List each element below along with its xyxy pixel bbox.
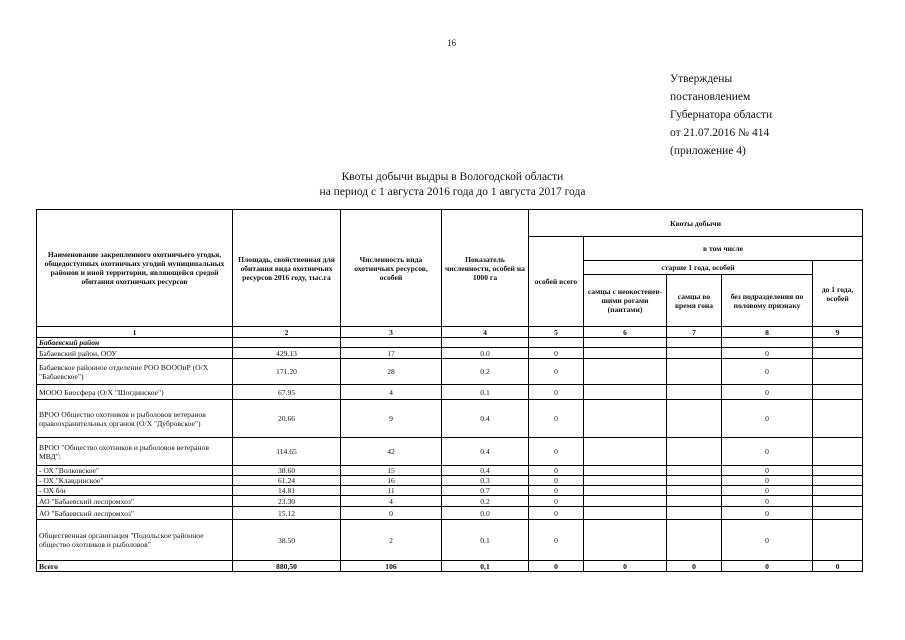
cell-young	[813, 466, 863, 476]
cell-males-horns	[584, 385, 667, 400]
cell-males-horns	[584, 507, 667, 520]
cell-young	[813, 438, 863, 466]
document-title: Квоты добычи выдры в Вологодской области	[341, 171, 564, 183]
total-density: 0,1	[442, 561, 529, 572]
header-including: в том числе	[584, 237, 863, 261]
cell-area: 171.20	[233, 359, 341, 385]
cell-young	[813, 486, 863, 496]
cell-name: - ОХ "Клавдинское"	[37, 476, 233, 486]
column-number: 1	[37, 327, 233, 338]
total-no-sex: 0	[722, 561, 813, 572]
cell-total: 0	[529, 359, 584, 385]
column-number: 9	[813, 327, 863, 338]
cell-total: 0	[529, 438, 584, 466]
page-number: 16	[447, 38, 456, 48]
column-number: 2	[233, 327, 341, 338]
cell-name: ВРОО Общество охотников и рыболовов ветеранов правоохранительных органов (О/Х "Дубровское")	[37, 400, 233, 438]
column-number: 3	[341, 327, 442, 338]
cell-young	[813, 359, 863, 385]
cell-males-rut	[667, 496, 722, 507]
cell-total: 0	[529, 348, 584, 359]
cell-males-rut	[667, 466, 722, 476]
header-quotas: Квоты добычи	[529, 210, 863, 237]
header-area: Площадь, свойственная для обитания вида охотничьих ресурсов 2016 году, тыс.га	[233, 210, 341, 327]
cell-no-sex: 0	[722, 476, 813, 486]
cell-no-sex: 0	[722, 359, 813, 385]
cell-area: 114.65	[233, 438, 341, 466]
column-number: 7	[667, 327, 722, 338]
header-total: особей всего	[529, 237, 584, 327]
cell-total: 0	[529, 520, 584, 561]
total-males-rut: 0	[667, 561, 722, 572]
cell-area: 38.60	[233, 466, 341, 476]
cell-area: 23.30	[233, 496, 341, 507]
cell-total: 0	[529, 476, 584, 486]
table-row	[37, 520, 863, 561]
cell-total: 0	[529, 486, 584, 496]
cell-name: - ОХ б/н	[37, 486, 233, 496]
table-row	[37, 438, 863, 466]
cell-young	[813, 496, 863, 507]
cell-total: 0	[529, 400, 584, 438]
cell-count: 4	[341, 496, 442, 507]
cell-males-rut	[667, 359, 722, 385]
cell-count: 11	[341, 486, 442, 496]
cell-density: 0.1	[442, 385, 529, 400]
cell-count: 17	[341, 348, 442, 359]
cell-area: 15.12	[233, 507, 341, 520]
table-row	[37, 507, 863, 520]
header-count: Численность вида охотничьих ресурсов, особей	[341, 210, 442, 327]
cell-density: 0.2	[442, 496, 529, 507]
header-name: Наименование закрепленного охотничьего угодья, общедоступных охотничьих угодий муниципальных районов и иной территории, являющейся средой обитания охотничьих ресурсов	[37, 210, 233, 327]
cell-males-rut	[667, 476, 722, 486]
cell-count: 0	[341, 507, 442, 520]
approval-line: (приложение 4)	[670, 145, 746, 157]
cell-density: 0.4	[442, 466, 529, 476]
cell-no-sex: 0	[722, 466, 813, 476]
column-number: 8	[722, 327, 813, 338]
cell-count: 42	[341, 438, 442, 466]
approval-line: Губернатора области	[670, 109, 773, 121]
header-males-horns: самцы с неокостенев-шими рогами (пантами)	[584, 275, 667, 327]
table-row	[37, 385, 863, 400]
table-row	[37, 476, 863, 486]
total-row	[37, 561, 863, 572]
cell-density: 0.1	[442, 520, 529, 561]
cell-count: 16	[341, 476, 442, 486]
approval-line: от 21.07.2016 № 414	[670, 127, 770, 139]
cell-density: 0.2	[442, 359, 529, 385]
cell-no-sex: 0	[722, 438, 813, 466]
cell-no-sex: 0	[722, 520, 813, 561]
cell-density: 0.7	[442, 486, 529, 496]
cell-name: Бабаевский район, ООУ	[37, 348, 233, 359]
header-older: старше 1 года, особей	[584, 261, 813, 275]
cell-name: Общественная организация "Подольское районное общество охотников и рыболовов"	[37, 520, 233, 561]
cell-males-horns	[584, 476, 667, 486]
quota-table	[36, 209, 863, 572]
table-row	[37, 359, 863, 385]
cell-no-sex: 0	[722, 385, 813, 400]
cell-no-sex: 0	[722, 486, 813, 496]
cell-males-rut	[667, 520, 722, 561]
approval-block	[670, 70, 772, 160]
cell-area: 20.66	[233, 400, 341, 438]
cell-name: МООО Биосфера (О/Х "Шогдинское")	[37, 385, 233, 400]
total-males-horns: 0	[584, 561, 667, 572]
cell-young	[813, 520, 863, 561]
table-row	[37, 496, 863, 507]
table-row	[37, 466, 863, 476]
table-row	[37, 400, 863, 438]
cell-no-sex: 0	[722, 348, 813, 359]
cell-density: 0.4	[442, 400, 529, 438]
cell-males-horns	[584, 486, 667, 496]
cell-density: 0.3	[442, 476, 529, 486]
cell-count: 28	[341, 359, 442, 385]
cell-males-rut	[667, 348, 722, 359]
header-density: Показатель численности, особей на 1000 га	[442, 210, 529, 327]
cell-name: АО "Бабаевский леспромхоз"	[37, 496, 233, 507]
cell-count: 15	[341, 466, 442, 476]
cell-area: 38.50	[233, 520, 341, 561]
cell-area: 14.81	[233, 486, 341, 496]
cell-name: Бабаевское районное отделение РОО ВОООиР (О/Х "Бабаевское")	[37, 359, 233, 385]
cell-total: 0	[529, 466, 584, 476]
header-young: до 1 года, особей	[813, 261, 863, 327]
cell-count: 4	[341, 385, 442, 400]
cell-young	[813, 385, 863, 400]
cell-males-rut	[667, 400, 722, 438]
cell-count: 9	[341, 400, 442, 438]
cell-young	[813, 400, 863, 438]
column-number: 5	[529, 327, 584, 338]
cell-young	[813, 348, 863, 359]
cell-count: 2	[341, 520, 442, 561]
cell-density: 0.4	[442, 438, 529, 466]
total-count: 106	[341, 561, 442, 572]
section-label: Бабаевский район	[37, 338, 233, 348]
cell-area: 61.24	[233, 476, 341, 486]
cell-males-rut	[667, 438, 722, 466]
section-row	[37, 338, 863, 348]
total-area: 880,50	[233, 561, 341, 572]
header-no-sex: без подразделения по половому признаку	[722, 275, 813, 327]
cell-males-rut	[667, 507, 722, 520]
cell-area: 67.95	[233, 385, 341, 400]
cell-area: 429.13	[233, 348, 341, 359]
cell-males-horns	[584, 359, 667, 385]
cell-density: 0.0	[442, 507, 529, 520]
cell-no-sex: 0	[722, 496, 813, 507]
cell-total: 0	[529, 496, 584, 507]
total-young: 0	[813, 561, 863, 572]
cell-density: 0.0	[442, 348, 529, 359]
table-row	[37, 486, 863, 496]
document-subtitle: на период с 1 августа 2016 года до 1 августа 2017 года	[319, 186, 586, 198]
cell-males-horns	[584, 520, 667, 561]
header-males-rut: самцы во время гона	[667, 275, 722, 327]
cell-males-horns	[584, 466, 667, 476]
cell-males-rut	[667, 385, 722, 400]
cell-males-horns	[584, 496, 667, 507]
cell-males-horns	[584, 400, 667, 438]
cell-name: ВРОО "Общество охотников и рыболовов ветеранов МВД":	[37, 438, 233, 466]
cell-name: АО "Бабаевский леспромхоз"	[37, 507, 233, 520]
cell-no-sex: 0	[722, 507, 813, 520]
column-number: 6	[584, 327, 667, 338]
total-label: Всего	[37, 561, 233, 572]
cell-young	[813, 476, 863, 486]
approval-line: постановлением	[670, 91, 751, 103]
cell-total: 0	[529, 385, 584, 400]
cell-males-horns	[584, 348, 667, 359]
cell-males-horns	[584, 438, 667, 466]
cell-name: - ОХ "Волковское"	[37, 466, 233, 476]
column-number: 4	[442, 327, 529, 338]
approval-line: Утверждены	[670, 73, 733, 85]
cell-total: 0	[529, 507, 584, 520]
cell-no-sex: 0	[722, 400, 813, 438]
total-quota: 0	[529, 561, 584, 572]
table-row	[37, 348, 863, 359]
cell-young	[813, 507, 863, 520]
cell-males-rut	[667, 486, 722, 496]
